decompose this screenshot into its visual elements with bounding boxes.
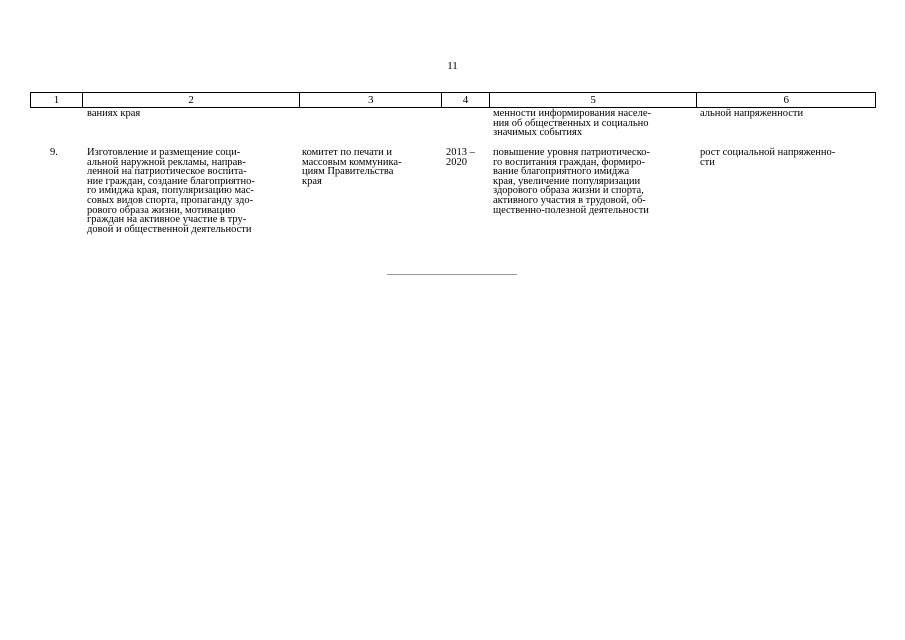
row-9-period: 2013 – 2020 <box>446 147 475 168</box>
header-col-5: 5 <box>490 93 698 107</box>
row-9-executor: комитет по печати и массовым коммуника- циям Правительства края <box>302 147 402 187</box>
header-col-2: 2 <box>83 93 300 107</box>
row-9-activity: Изготовление и размещение соци- альной наружной рекламы, направ- ленной на патриотическое воспита- ние граждан, создание благоприятно- го имиджа края, популяризацию мас- совых видов спорта, пропаганду здо- рового образа жизни, мотивацию граждан на активное участие в тру- довой и общественной деятельности <box>87 147 255 235</box>
continuation-effect-cell: альной напряженности <box>700 108 804 119</box>
row-9-number: 9. <box>50 147 58 158</box>
page-number: 11 <box>447 60 458 72</box>
header-col-4: 4 <box>442 93 490 107</box>
header-col-1: 1 <box>31 93 83 107</box>
continuation-activity-cell: ваниях края <box>87 108 141 119</box>
row-9-result: повышение уровня патриотическо- го воспитания граждан, формиро- вание благоприятного имиджа края, увеличение популяризации здорового образа жизни и спорта, активного участия в трудовой, об- щественно-полезной деятельности <box>493 147 651 216</box>
row-9-effect: рост социальной напряженно- сти <box>700 147 836 168</box>
table-header-row <box>30 92 876 108</box>
header-col-3: 3 <box>300 93 442 107</box>
continuation-result-cell: менности информирования населе- ния об общественных и социально значимых событиях <box>493 108 651 139</box>
end-divider-line <box>387 274 517 275</box>
header-col-6: 6 <box>783 94 789 106</box>
